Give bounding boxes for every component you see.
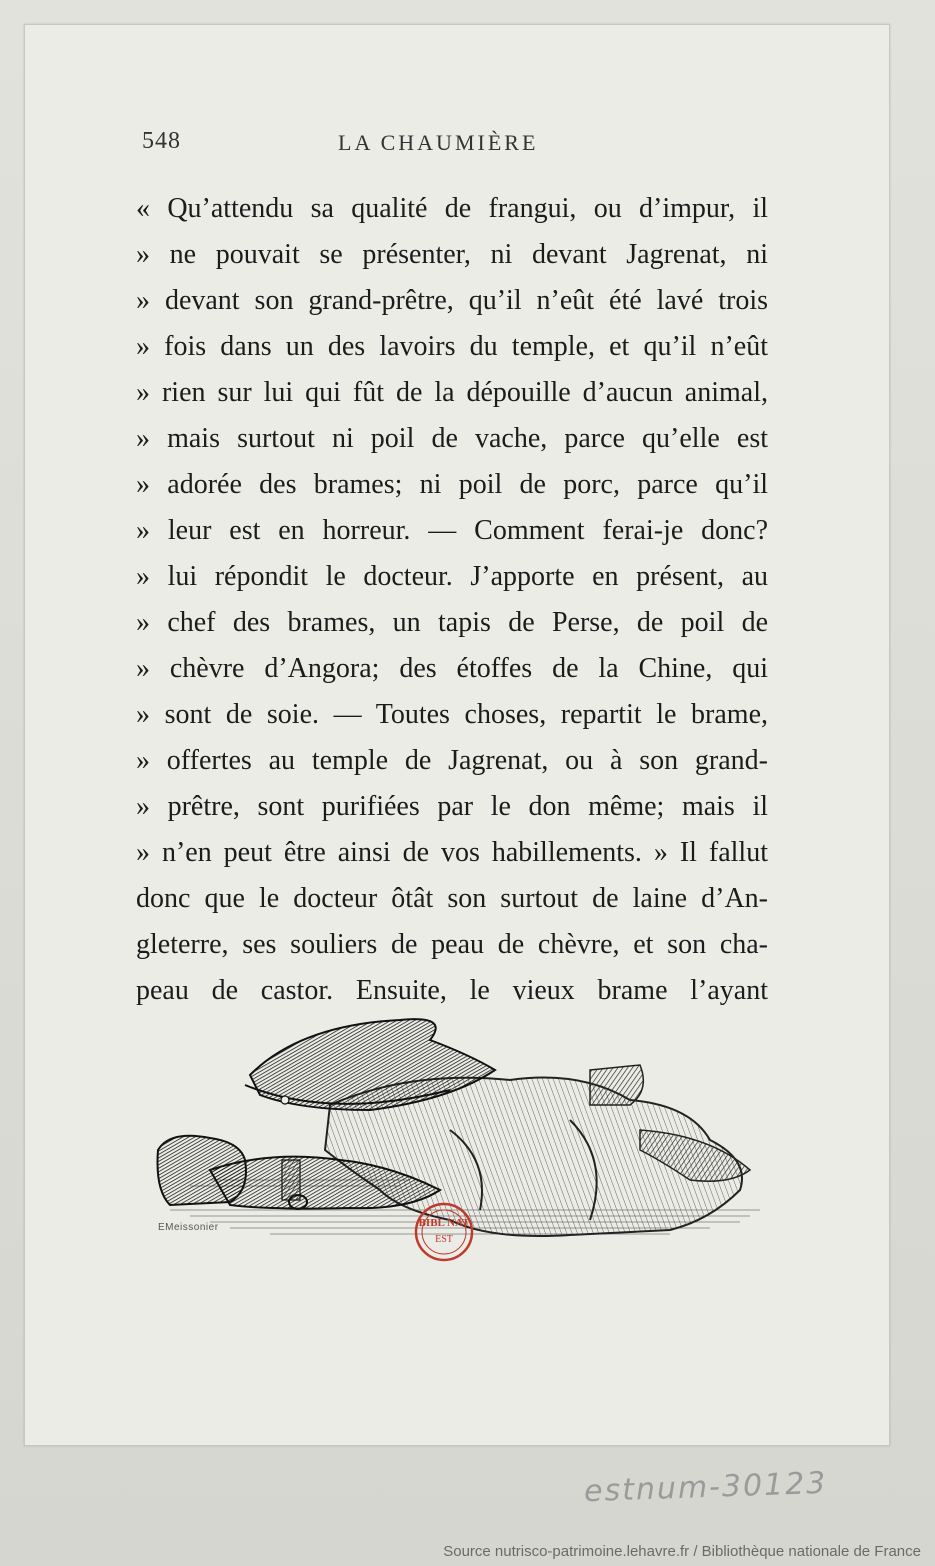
text-line: « Qu’attendu sa qualité de frangui, ou d’impur, il <box>136 193 768 224</box>
text-line: gleterre, ses souliers de peau de chèvre, et son cha- <box>136 929 768 960</box>
text-line: peau de castor. Ensuite, le vieux brame l’ayant <box>136 975 768 1006</box>
running-head <box>142 128 766 164</box>
page-number: 548 <box>142 128 181 154</box>
hat-button <box>281 1096 289 1104</box>
text-line: » mais surtout ni poil de vache, parce qu’elle est <box>136 423 768 454</box>
library-stamp <box>412 1200 476 1264</box>
body-text <box>136 186 768 1014</box>
text-line: » lui répondit le docteur. J’apporte en présent, au <box>136 561 768 592</box>
text-line: » offertes au temple de Jagrenat, ou à son grand- <box>136 745 768 776</box>
svg-text:EST: EST <box>435 1234 453 1245</box>
svg-text:BIBL NAT: BIBL NAT <box>418 1217 470 1229</box>
running-title: LA CHAUMIÈRE <box>338 130 539 155</box>
shoe-strap <box>282 1160 300 1200</box>
text-line: » devant son grand-prêtre, qu’il n’eût été lavé trois <box>136 285 768 316</box>
text-line: » sont de soie. — Toutes choses, repartit le brame, <box>136 699 768 730</box>
handwritten-shelfmark: estnum-30123 <box>583 1465 828 1510</box>
text-line: » chef des brames, un tapis de Perse, de poil de <box>136 607 768 638</box>
text-line: » leur est en horreur. — Comment ferai-je donc? <box>136 515 768 546</box>
text-line: » adorée des brames; ni poil de porc, parce qu’il <box>136 469 768 500</box>
text-line: donc que le docteur ôtât son surtout de laine d’An- <box>136 883 768 914</box>
text-line: » n’en peut être ainsi de vos habillements. » Il fallut <box>136 837 768 868</box>
source-credit: Source nutrisco-patrimoine.lehavre.fr / Bibliothèque nationale de France <box>443 1543 921 1560</box>
text-line: » chèvre d’Angora; des étoffes de la Chine, qui <box>136 653 768 684</box>
text-line: » ne pouvait se présenter, ni devant Jagrenat, ni <box>136 239 768 270</box>
coat-collar <box>590 1065 643 1105</box>
text-line: » rien sur lui qui fût de la dépouille d’aucun animal, <box>136 377 768 408</box>
text-line: » prêtre, sont purifiées par le don même; mais il <box>136 791 768 822</box>
text-line: » fois dans un des lavoirs du temple, et qu’il n’eût <box>136 331 768 362</box>
artist-signature: EMeissonier <box>158 1222 219 1233</box>
